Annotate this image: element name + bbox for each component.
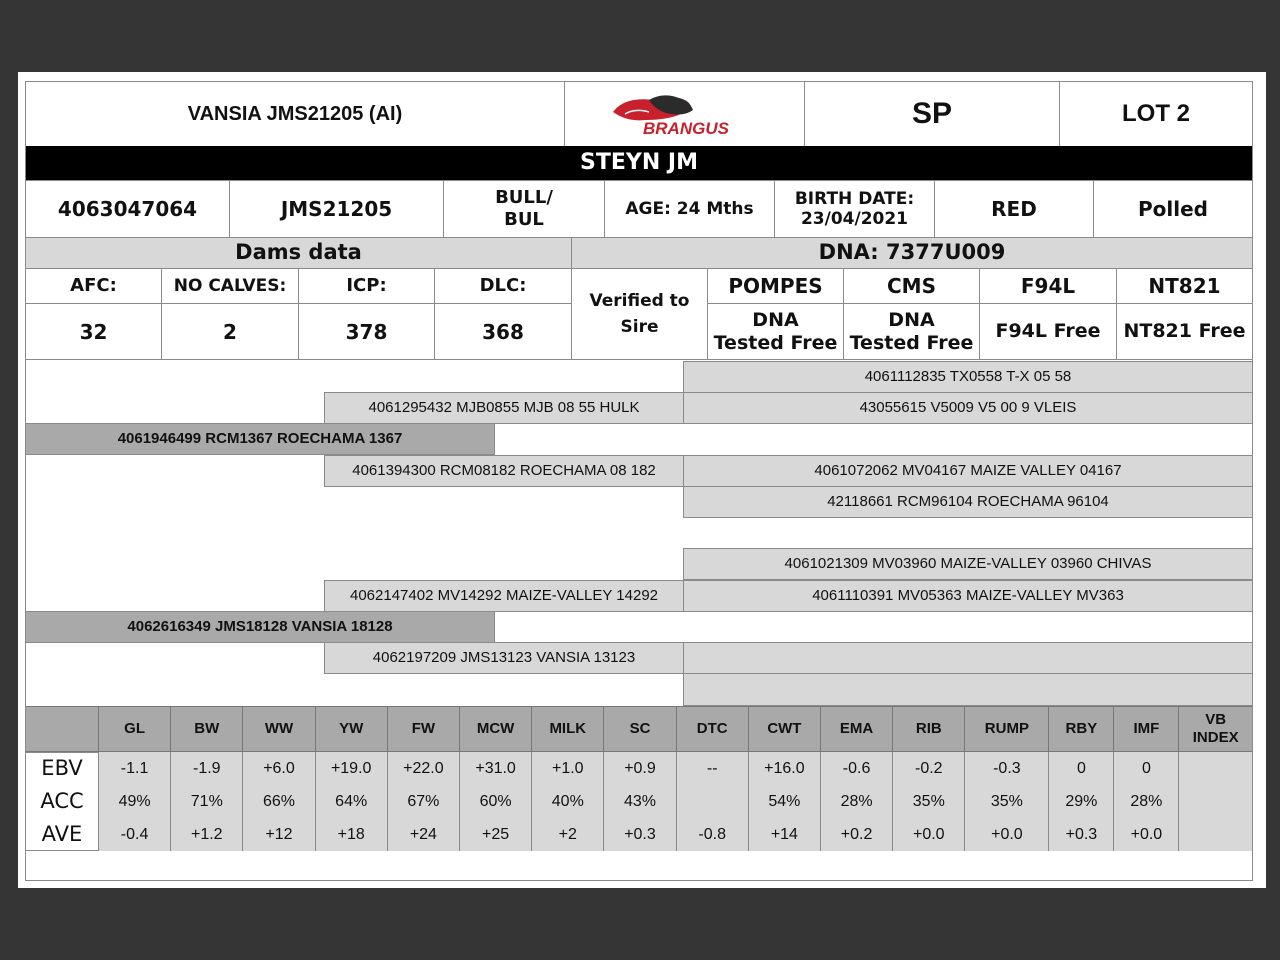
ebv-acc-rump: 35% [964, 785, 1048, 818]
pedigree-ds-dam: 4061110391 MV05363 MAIZE-VALLEY MV363 [683, 580, 1253, 612]
ebv-row-label-ave: AVE [25, 818, 99, 851]
ebv-header-mcw: MCW [459, 706, 532, 752]
animal-name: VANSIA JMS21205 (AI) [25, 81, 565, 147]
dna-value-nt821: NT821 Free [1116, 303, 1253, 360]
pompes-line-2: Tested Free [713, 331, 838, 354]
ebv-acc-bw: 71% [170, 785, 242, 818]
ebv-ebv-gl: -1.1 [98, 752, 170, 785]
ebv-ave-yw: +18 [315, 818, 387, 851]
verified-to-sire [571, 268, 708, 360]
ebv-ave-rby: +0.3 [1048, 818, 1113, 851]
birth-date [774, 180, 935, 238]
svg-text:BRANGUS: BRANGUS [642, 119, 729, 138]
ebv-ave-gl: -0.4 [98, 818, 170, 851]
dna-header-nt821: NT821 [1116, 268, 1253, 304]
ebv-ebv-dtc: -- [676, 752, 748, 785]
ebv-ave-milk: +2 [531, 818, 603, 851]
owner-bar: STEYN JM [25, 146, 1253, 181]
ebv-ave-rump: +0.0 [964, 818, 1048, 851]
cms-line-1: DNA [888, 308, 935, 331]
ebv-ave-fw: +24 [387, 818, 459, 851]
animal-id: 4063047064 [25, 180, 230, 238]
ebv-acc-mcw: 60% [459, 785, 531, 818]
ebv-acc-sc: 43% [603, 785, 675, 818]
vb-index-line-1: VB [1205, 711, 1227, 728]
ebv-ave-ww: +12 [242, 818, 314, 851]
pedigree-dd-dam [683, 673, 1253, 706]
ebv-header-imf: IMF [1113, 706, 1179, 752]
animal-sex [443, 180, 605, 238]
pedigree-dam-dam: 4062197209 JMS13123 VANSIA 13123 [324, 642, 684, 674]
dams-value-dlc: 368 [434, 303, 572, 360]
ebv-header-sc: SC [603, 706, 676, 752]
ebv-header-bw: BW [170, 706, 243, 752]
ebv-index-value [1178, 752, 1253, 851]
ebv-ave-rib: +0.0 [892, 818, 964, 851]
ebv-ave-mcw: +25 [459, 818, 531, 851]
ebv-label-frame [25, 752, 99, 851]
ebv-header-rby: RBY [1048, 706, 1114, 752]
ebv-ebv-imf: 0 [1113, 752, 1178, 785]
ebv-header-vb-index [1178, 706, 1253, 752]
ebv-header-fw: FW [387, 706, 460, 752]
horn-status: Polled [1093, 180, 1253, 238]
ebv-ave-sc: +0.3 [603, 818, 675, 851]
animal-age: AGE: 24 Mths [604, 180, 775, 238]
brangus-logo [564, 81, 805, 147]
dams-header-afc: AFC: [25, 268, 162, 304]
pedigree-sire-sire: 4061295432 MJB0855 MJB 08 55 HULK [324, 392, 684, 424]
dna-header-f94l: F94L [979, 268, 1117, 304]
birth-date-label: BIRTH DATE: [794, 188, 915, 209]
dna-value-pompes [707, 303, 844, 360]
ebv-ebv-ema: -0.6 [820, 752, 892, 785]
pedigree-ss-dam: 43055615 V5009 V5 00 9 VLEIS [683, 392, 1253, 424]
ebv-header-rib: RIB [892, 706, 965, 752]
ebv-acc-fw: 67% [387, 785, 459, 818]
lot-number: LOT 2 [1059, 81, 1253, 147]
ebv-ebv-milk: +1.0 [531, 752, 603, 785]
ebv-acc-ww: 66% [242, 785, 314, 818]
ebv-header-dtc: DTC [676, 706, 749, 752]
dna-header-cms: CMS [843, 268, 980, 304]
dna-title: DNA: 7377U009 [571, 237, 1253, 269]
ebv-ebv-ww: +6.0 [242, 752, 314, 785]
ebv-ebv-rump: -0.3 [964, 752, 1048, 785]
dna-value-cms [843, 303, 980, 360]
ebv-ave-imf: +0.0 [1113, 818, 1178, 851]
ebv-acc-yw: 64% [315, 785, 387, 818]
dna-header-pompes: POMPES [707, 268, 844, 304]
ebv-acc-cwt: 54% [748, 785, 820, 818]
ebv-acc-rby: 29% [1048, 785, 1113, 818]
ebv-header-yw: YW [315, 706, 388, 752]
ebv-ebv-mcw: +31.0 [459, 752, 531, 785]
ebv-acc-dtc [676, 785, 748, 818]
ebv-acc-milk: 40% [531, 785, 603, 818]
ebv-ebv-bw: -1.9 [170, 752, 242, 785]
vb-index-line-2: INDEX [1192, 729, 1239, 746]
lot-sheet [18, 72, 1266, 888]
ebv-header-cwt: CWT [748, 706, 821, 752]
verified-line-2: Sire [620, 317, 659, 337]
birth-date-value: 23/04/2021 [800, 209, 909, 229]
pedigree-dam: 4062616349 JMS18128 VANSIA 18128 [25, 611, 495, 643]
cms-line-2: Tested Free [849, 331, 974, 354]
animal-code: JMS21205 [229, 180, 444, 238]
ebv-row-label-ebv: EBV [25, 752, 99, 785]
ebv-header-ema: EMA [820, 706, 893, 752]
ebv-ave-bw: +1.2 [170, 818, 242, 851]
ebv-ave-ema: +0.2 [820, 818, 892, 851]
dams-header-calves: NO CALVES: [161, 268, 299, 304]
dams-header-icp: ICP: [298, 268, 435, 304]
ebv-acc-ema: 28% [820, 785, 892, 818]
ebv-header-ww: WW [242, 706, 315, 752]
ebv-acc-gl: 49% [98, 785, 170, 818]
sex-line-1: BULL/ [495, 187, 553, 209]
ebv-header-rump: RUMP [964, 706, 1049, 752]
ebv-ebv-yw: +19.0 [315, 752, 387, 785]
ebv-acc-imf: 28% [1113, 785, 1178, 818]
pedigree-ds-sire: 4061021309 MV03960 MAIZE-VALLEY 03960 CHIVAS [683, 548, 1253, 580]
pedigree-sire-dam: 4061394300 RCM08182 ROECHAMA 08 182 [324, 455, 684, 487]
ebv-ave-dtc: -0.8 [676, 818, 748, 851]
ebv-ebv-rib: -0.2 [892, 752, 964, 785]
dams-title: Dams data [25, 237, 572, 269]
pedigree-ss-sire: 4061112835 TX0558 T-X 05 58 [683, 361, 1253, 393]
pompes-line-1: DNA [752, 308, 799, 331]
ebv-ebv-fw: +22.0 [387, 752, 459, 785]
ebv-row-label-acc: ACC [25, 785, 99, 818]
ebv-ave-cwt: +14 [748, 818, 820, 851]
ebv-ebv-sc: +0.9 [603, 752, 675, 785]
footer-row [25, 848, 1253, 881]
sex-line-2: BUL [504, 209, 544, 230]
dams-value-calves: 2 [161, 303, 299, 360]
verified-line-1: Verified to [589, 290, 690, 311]
pedigree-sire: 4061946499 RCM1367 ROECHAMA 1367 [25, 423, 495, 455]
pedigree-dam-sire: 4062147402 MV14292 MAIZE-VALLEY 14292 [324, 580, 684, 612]
pedigree-dd-sire [683, 642, 1253, 674]
dams-value-icp: 378 [298, 303, 435, 360]
ebv-header-gl: GL [98, 706, 171, 752]
ebv-ebv-cwt: +16.0 [748, 752, 820, 785]
ebv-ebv-rby: 0 [1048, 752, 1113, 785]
pedigree-sd-sire: 4061072062 MV04167 MAIZE VALLEY 04167 [683, 455, 1253, 487]
ebv-acc-rib: 35% [892, 785, 964, 818]
dams-value-afc: 32 [25, 303, 162, 360]
grade: SP [804, 81, 1060, 147]
ebv-header-milk: MILK [531, 706, 604, 752]
dna-value-f94l: F94L Free [979, 303, 1117, 360]
bull-logo-icon [605, 90, 765, 138]
dams-header-dlc: DLC: [434, 268, 572, 304]
pedigree-sd-dam: 42118661 RCM96104 ROECHAMA 96104 [683, 486, 1253, 518]
animal-colour: RED [934, 180, 1094, 238]
ebv-corner [25, 706, 99, 752]
